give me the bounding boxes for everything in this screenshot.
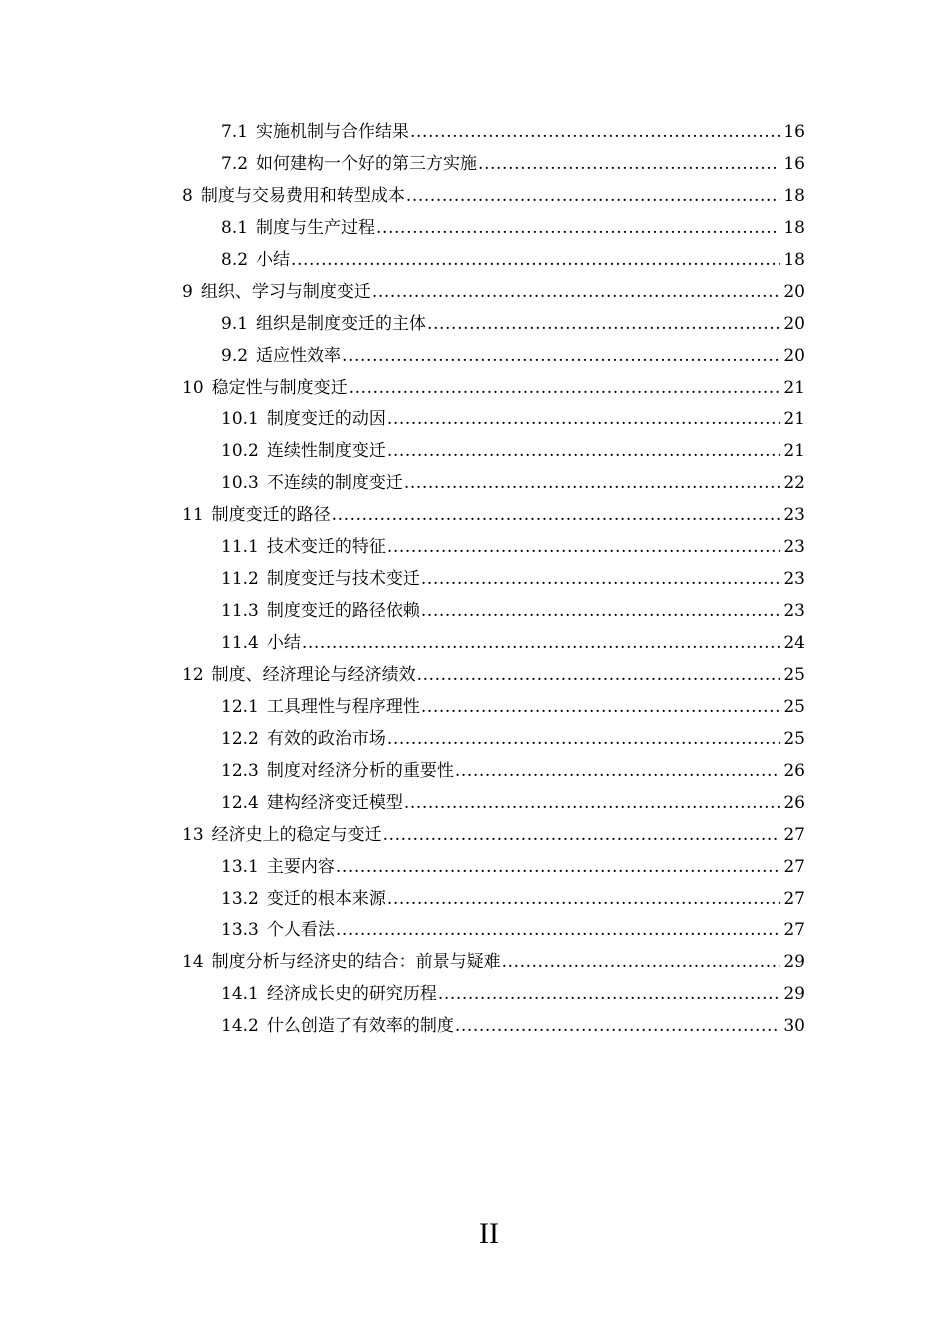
toc-dot-leader: [417, 660, 781, 692]
toc-dot-leader: [387, 436, 781, 468]
toc-entry[interactable]: [0, 341, 950, 373]
toc-entry-number: 10: [182, 377, 204, 398]
toc-dot-leader: [372, 277, 781, 309]
toc-entry-page: 26: [783, 760, 805, 781]
toc-entry-line: [221, 341, 805, 373]
toc-entry-title: 制度变迁的动因: [266, 409, 386, 430]
toc-entry-title: 制度对经济分析的重要性: [266, 760, 454, 781]
toc-entry-title: 变迁的根本来源: [266, 888, 386, 909]
toc-entry-line: [221, 468, 805, 500]
toc-entry-page: 30: [783, 1016, 805, 1037]
toc-entry[interactable]: [0, 468, 950, 500]
toc-entry-number: 12.4: [221, 792, 259, 813]
toc-entry-line: [221, 756, 805, 788]
toc-entry-page: 16: [783, 153, 805, 174]
toc-entry-title: 制度、经济理论与经济绩效: [211, 664, 416, 685]
toc-dot-leader: [438, 979, 781, 1011]
toc-entry-page: 21: [783, 441, 805, 462]
toc-dot-leader: [421, 564, 781, 596]
toc-entry-line: [182, 373, 805, 405]
toc-dot-leader: [404, 788, 781, 820]
toc-entry-page: 20: [783, 313, 805, 334]
page-number: II: [479, 1217, 499, 1250]
toc-entry[interactable]: [0, 245, 950, 277]
toc-entry[interactable]: [0, 181, 950, 213]
toc-entry-page: 18: [783, 185, 805, 206]
toc-entry-title: 工具理性与程序理性: [266, 696, 420, 717]
toc-entry-page: 18: [783, 217, 805, 238]
toc-entry[interactable]: [0, 213, 950, 245]
toc-entry[interactable]: [0, 820, 950, 852]
toc-entry-title: 经济史上的稳定与变迁: [211, 824, 382, 845]
toc-entry-title: 制度与生产过程: [256, 217, 376, 238]
toc-entry-title: 组织是制度变迁的主体: [256, 313, 427, 334]
toc-dot-leader: [410, 117, 780, 149]
toc-entry-line: [221, 979, 805, 1011]
toc-entry-page: 23: [783, 505, 805, 526]
toc-entry-number: 9: [182, 281, 193, 302]
toc-dot-leader: [387, 724, 781, 756]
toc-entry-line: [221, 436, 805, 468]
toc-entry-title: 制度变迁的路径依赖: [266, 601, 420, 622]
toc-entry-page: 29: [783, 984, 805, 1005]
toc-entry-title: 适应性效率: [256, 345, 342, 366]
toc-entry-line: [221, 692, 805, 724]
toc-dot-leader: [455, 756, 781, 788]
toc-entry-line: [221, 245, 805, 277]
toc-dot-leader: [427, 309, 780, 341]
toc-entry-title: 不连续的制度变迁: [266, 473, 403, 494]
toc-entry-page: 20: [783, 281, 805, 302]
toc-entry-number: 11.1: [221, 537, 259, 558]
toc-entry[interactable]: [0, 404, 950, 436]
toc-dot-leader: [478, 149, 780, 181]
toc-entry[interactable]: [0, 149, 950, 181]
toc-dot-leader: [336, 852, 781, 884]
toc-entry-number: 10.1: [221, 409, 259, 430]
toc-entry-number: 12.1: [221, 696, 259, 717]
toc-entry[interactable]: [0, 117, 950, 149]
toc-entry-line: [221, 724, 805, 756]
toc-entry-page: 24: [783, 633, 805, 653]
toc-entry-number: 14.1: [221, 984, 259, 1005]
toc-entry-page: 27: [783, 920, 805, 941]
toc-dot-leader: [421, 596, 781, 628]
toc-entry[interactable]: [0, 884, 950, 916]
toc-dot-leader: [387, 884, 781, 916]
toc-entry-number: 13: [182, 824, 204, 845]
toc-dot-leader: [404, 468, 781, 500]
toc-entry[interactable]: [0, 692, 950, 724]
toc-entry-page: 21: [783, 409, 805, 430]
toc-entry-title: 实施机制与合作结果: [256, 122, 410, 142]
toc-entry-number: 11: [182, 505, 204, 526]
toc-entry-number: 8.1: [221, 217, 249, 238]
toc-entry-page: 18: [783, 249, 805, 270]
toc-entry-line: [221, 564, 805, 596]
toc-entry[interactable]: [0, 1011, 950, 1043]
toc-entry[interactable]: [0, 979, 950, 1011]
toc-dot-leader: [387, 532, 781, 564]
toc-entry-line: [182, 277, 805, 309]
toc-entry-page: 20: [783, 345, 805, 366]
toc-dot-leader: [455, 1011, 781, 1043]
toc-entry-line: [221, 1011, 805, 1043]
toc-entry-number: 14.2: [221, 1016, 259, 1037]
toc-entry-title: 制度与交易费用和转型成本: [200, 185, 405, 206]
toc-entry[interactable]: [0, 564, 950, 596]
toc-dot-leader: [383, 820, 781, 852]
toc-entry-page: 21: [783, 377, 805, 398]
toc-entry-title: 如何建构一个好的第三方实施: [256, 153, 478, 174]
toc-entry[interactable]: [0, 756, 950, 788]
toc-entry-page: 23: [783, 569, 805, 590]
toc-entry-number: 13.2: [221, 888, 259, 909]
toc-entry-line: [221, 852, 805, 884]
toc-dot-leader: [349, 373, 781, 405]
toc-entry-line: [221, 149, 805, 181]
toc-entry-page: 16: [783, 122, 805, 142]
toc-entry[interactable]: [0, 852, 950, 884]
toc-entry-title: 建构经济变迁模型: [266, 792, 403, 813]
toc-entry-line: [221, 117, 805, 149]
toc-entry-page: 29: [783, 952, 805, 973]
toc-entry-number: 12.3: [221, 760, 259, 781]
toc-entry-number: 9.1: [221, 313, 249, 334]
toc-entry-number: 11.2: [221, 569, 259, 590]
toc-entry-number: 11.4: [221, 633, 259, 653]
toc-dot-leader: [376, 213, 780, 245]
toc-entry-line: [182, 820, 805, 852]
toc-entry[interactable]: [0, 788, 950, 820]
toc-entry-title: 制度变迁与技术变迁: [266, 569, 420, 590]
toc-entry[interactable]: [0, 277, 950, 309]
toc-entry-title: 个人看法: [266, 920, 335, 941]
toc-dot-leader: [332, 500, 781, 532]
toc-entry[interactable]: [0, 660, 950, 692]
toc-entry-line: [182, 181, 805, 213]
toc-entry-title: 小结: [266, 633, 301, 653]
toc-entry-number: 11.3: [221, 601, 259, 622]
toc-entry-page: 27: [783, 888, 805, 909]
toc-dot-leader: [406, 181, 781, 213]
toc-dot-leader: [302, 628, 781, 660]
toc-dot-leader: [336, 915, 781, 947]
toc-entry[interactable]: [0, 373, 950, 405]
toc-entry-title: 制度分析与经济史的结合：前景与疑难: [211, 952, 501, 973]
toc-dot-leader: [291, 245, 780, 277]
toc-entry-number: 10.3: [221, 473, 259, 494]
toc-entry-line: [221, 596, 805, 628]
toc-entry-title: 制度变迁的路径: [211, 505, 331, 526]
toc-entry[interactable]: [0, 724, 950, 756]
toc-entry-line: [221, 915, 805, 947]
toc-entry-line: [221, 628, 805, 660]
toc-entry-title: 小结: [256, 249, 291, 270]
toc-entry[interactable]: [0, 628, 950, 660]
toc-entry-number: 13.3: [221, 920, 259, 941]
toc-entry-title: 稳定性与制度变迁: [211, 377, 348, 398]
toc-entry-line: [182, 947, 805, 979]
toc-entry-number: 8.2: [221, 249, 249, 270]
toc-entry-number: 9.2: [221, 345, 249, 366]
toc-entry-number: 8: [182, 185, 193, 206]
toc-entry-page: 23: [783, 601, 805, 622]
toc-entry[interactable]: [0, 947, 950, 979]
toc-entry-page: 25: [783, 728, 805, 749]
toc-dot-leader: [387, 404, 781, 436]
toc-entry-page: 27: [783, 824, 805, 845]
toc-entry-title: 技术变迁的特征: [266, 537, 386, 558]
toc-entry-title: 连续性制度变迁: [266, 441, 386, 462]
toc-entry-page: 23: [783, 537, 805, 558]
toc-entry-number: 10.2: [221, 441, 259, 462]
toc-entry[interactable]: [0, 436, 950, 468]
toc-entry-line: [221, 532, 805, 564]
toc-entry-title: 组织、学习与制度变迁: [200, 281, 371, 302]
toc-entry[interactable]: [0, 915, 950, 947]
toc-entry-number: 7.2: [221, 153, 249, 174]
toc-entry-title: 经济成长史的研究历程: [266, 984, 437, 1005]
toc-entry-number: 12: [182, 664, 204, 685]
toc-entry-number: 7.1: [221, 122, 249, 142]
toc-entry-line: [221, 213, 805, 245]
toc-entry-title: 什么创造了有效率的制度: [266, 1016, 454, 1037]
toc-entry-number: 14: [182, 952, 204, 973]
toc-dot-leader: [421, 692, 781, 724]
toc-dot-leader: [342, 341, 780, 373]
toc-entry[interactable]: [0, 532, 950, 564]
toc-entry-line: [182, 500, 805, 532]
toc-entry-page: 27: [783, 856, 805, 877]
toc-entry-page: 26: [783, 792, 805, 813]
toc-entry[interactable]: [0, 500, 950, 532]
toc-entry-page: 25: [783, 696, 805, 717]
table-of-contents: [0, 117, 950, 1043]
toc-entry-line: [221, 884, 805, 916]
toc-entry-title: 主要内容: [266, 856, 335, 877]
toc-entry-line: [221, 309, 805, 341]
toc-entry-line: [221, 404, 805, 436]
toc-entry-number: 12.2: [221, 728, 259, 749]
toc-dot-leader: [502, 947, 781, 979]
toc-entry-title: 有效的政治市场: [266, 728, 386, 749]
toc-entry[interactable]: [0, 596, 950, 628]
toc-entry-line: [182, 660, 805, 692]
toc-entry-line: [221, 788, 805, 820]
toc-entry-page: 25: [783, 664, 805, 685]
toc-entry-number: 13.1: [221, 856, 259, 877]
toc-entry-page: 22: [783, 473, 805, 494]
toc-entry[interactable]: [0, 309, 950, 341]
